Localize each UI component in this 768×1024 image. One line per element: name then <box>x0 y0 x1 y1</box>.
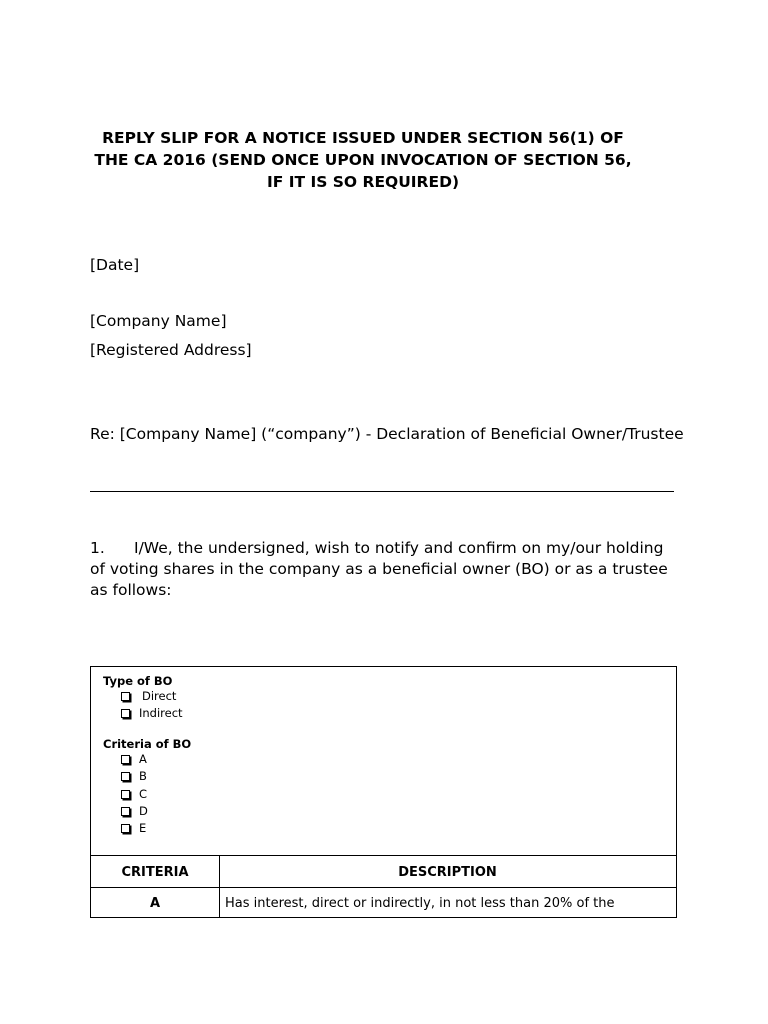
checkbox-icon[interactable] <box>121 709 130 718</box>
option-label: E <box>139 821 147 835</box>
company-name-placeholder: [Company Name] <box>90 312 227 330</box>
checkbox-icon[interactable] <box>121 772 130 781</box>
bo-declaration-table <box>90 666 677 918</box>
title-line-2: THE CA 2016 (SEND ONCE UPON INVOCATION OF SECTION 56, <box>94 151 632 169</box>
paragraph-line-1: I/We, the undersigned, wish to notify and confirm on my/our holding <box>134 539 664 557</box>
checkbox-icon[interactable] <box>121 755 130 764</box>
paragraph-number: 1. <box>90 539 105 557</box>
criteria-option-d[interactable] <box>121 804 148 818</box>
paragraph-line-3: as follows: <box>90 581 172 599</box>
description-cell: Has interest, direct or indirectly, in not less than 20% of the <box>225 895 615 911</box>
option-label: B <box>139 769 147 783</box>
criteria-column-header: CRITERIA <box>121 864 189 880</box>
paragraph-1 <box>90 538 690 601</box>
column-divider <box>219 855 220 917</box>
option-label: Direct <box>142 689 177 703</box>
criteria-option-b[interactable] <box>121 769 147 783</box>
option-label: D <box>139 804 148 818</box>
table-header-row <box>91 855 676 888</box>
checkbox-icon[interactable] <box>121 807 130 816</box>
criteria-of-bo-heading: Criteria of BO <box>103 737 192 751</box>
option-label: Indirect <box>139 706 183 720</box>
checkbox-icon[interactable] <box>121 824 130 833</box>
type-of-bo-heading: Type of BO <box>103 674 173 688</box>
criteria-cell: A <box>149 895 161 911</box>
title-line-3: IF IT IS SO REQUIRED) <box>266 173 460 191</box>
re-line: Re: [Company Name] (“company”) - Declaration of Beneficial Owner/Trustee <box>90 425 684 443</box>
document-title <box>80 127 646 193</box>
registered-address-placeholder: [Registered Address] <box>90 341 252 359</box>
table-row <box>91 887 676 918</box>
criteria-option-e[interactable] <box>121 821 146 835</box>
checkbox-icon[interactable] <box>121 790 130 799</box>
type-option-indirect[interactable] <box>121 706 183 720</box>
criteria-option-c[interactable] <box>121 787 147 801</box>
option-label: A <box>139 752 147 766</box>
title-line-1: REPLY SLIP FOR A NOTICE ISSUED UNDER SECTION 56(1) OF <box>102 129 624 147</box>
option-label: C <box>139 787 148 801</box>
date-placeholder: [Date] <box>90 256 140 274</box>
paragraph-line-2: of voting shares in the company as a beneficial owner (BO) or as a trustee <box>90 560 668 578</box>
criteria-option-a[interactable] <box>121 752 147 766</box>
type-option-direct[interactable] <box>121 689 176 703</box>
description-column-header: DESCRIPTION <box>398 864 497 880</box>
signature-rule <box>90 491 674 492</box>
checkbox-icon[interactable] <box>121 692 130 701</box>
bo-selection-area <box>91 667 676 855</box>
